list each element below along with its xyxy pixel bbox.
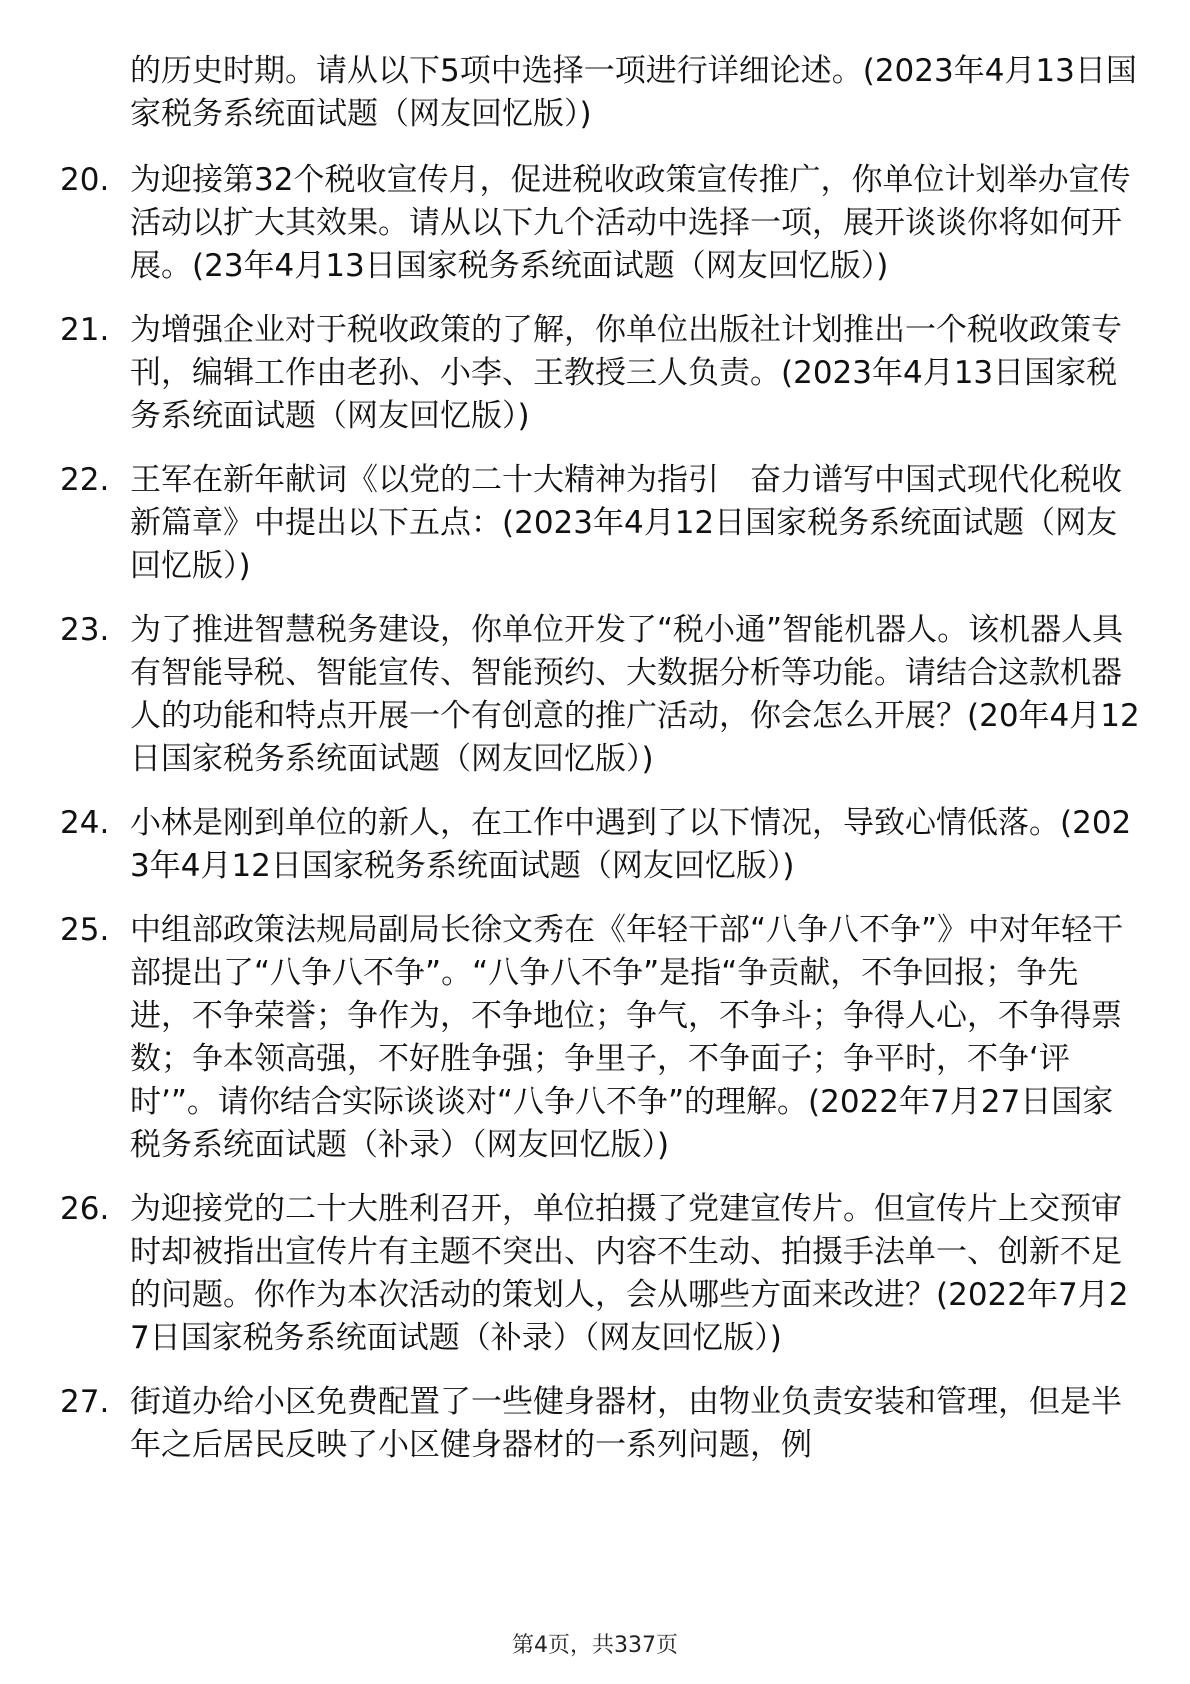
question-text: 街道办给小区免费配置了一些健身器材，由物业负责安装和管理，但是半年之后居民反映了小区健身器材的一系列问题，例 (130, 1384, 1122, 1463)
question-item-20 (60, 159, 1140, 288)
question-text: 中组部政策法规局副局长徐文秀在《年轻干部“八争八不争”》中对年轻干部提出了“八争八不争”。“八争八不争”是指“争贡献，不争回报；争先进，不争荣誉；争作为，不争地位；争气，不争斗；争得人心，不争得票数；争本领高强，不好胜争强；争里子，不争面子；争平时，不争‘评时’”。请你结合实际谈谈对“八争八不争”的理解。(2022年7月27日国家税务系统面试题（补录）（网友回忆版）) (130, 912, 1124, 1163)
question-text: 小林是刚到单位的新人，在工作中遇到了以下情况，导致心情低落。(2023年4月12日国家税务系统面试题（网友回忆版）) (130, 805, 1132, 884)
question-item-continued (60, 50, 1140, 136)
question-item-22 (60, 459, 1140, 588)
question-number: 27. (60, 1384, 110, 1420)
question-list (60, 50, 1140, 1488)
question-number: 21. (60, 312, 110, 348)
question-item-21 (60, 309, 1140, 438)
question-text: 王军在新年献词《以党的二十大精神为指引 奋力谱写中国式现代化税收新篇章》中提出以下五点：(2023年4月12日国家税务系统面试题（网友回忆版）) (130, 462, 1122, 584)
question-number: 25. (60, 912, 110, 948)
question-number: 26. (60, 1191, 110, 1227)
question-number: 23. (60, 612, 110, 648)
question-text: 的历史时期。请从以下5项中选择一项进行详细论述。(2023年4月13日国家税务系统面试题（网友回忆版）) (130, 53, 1137, 132)
question-text: 为了推进智慧税务建设，你单位开发了“税小通”智能机器人。该机器人具有智能导税、智能宣传、智能预约、大数据分析等功能。请结合这款机器人的功能和特点开展一个有创意的推广活动，你会怎么开展？(20年4月12日国家税务系统面试题（网友回忆版）) (130, 612, 1140, 777)
question-item-25 (60, 909, 1140, 1167)
page-footer: 第4页，共337页 (512, 1633, 678, 1658)
question-number: 24. (60, 805, 110, 841)
question-number: 20. (60, 162, 110, 198)
question-text: 为迎接第32个税收宣传月，促进税收政策宣传推广，你单位计划举办宣传活动以扩大其效果。请从以下九个活动中选择一项，展开谈谈你将如何开展。(23年4月13日国家税务系统面试题（网友回忆版）) (130, 162, 1131, 284)
question-item-27 (60, 1381, 1140, 1467)
question-item-26 (60, 1188, 1140, 1360)
question-item-24 (60, 802, 1140, 888)
question-text: 为迎接党的二十大胜利召开，单位拍摄了党建宣传片。但宣传片上交预审时却被指出宣传片有主题不突出、内容不生动、拍摄手法单一、创新不足的问题。你作为本次活动的策划人，会从哪些方面来改进？(2022年7月27日国家税务系统面试题（补录）（网友回忆版）) (130, 1191, 1129, 1356)
question-text: 为增强企业对于税收政策的了解，你单位出版社计划推出一个税收政策专刊，编辑工作由老孙、小李、王教授三人负责。(2023年4月13日国家税务系统面试题（网友回忆版）) (130, 312, 1122, 434)
question-item-23 (60, 609, 1140, 781)
question-number: 22. (60, 462, 110, 498)
